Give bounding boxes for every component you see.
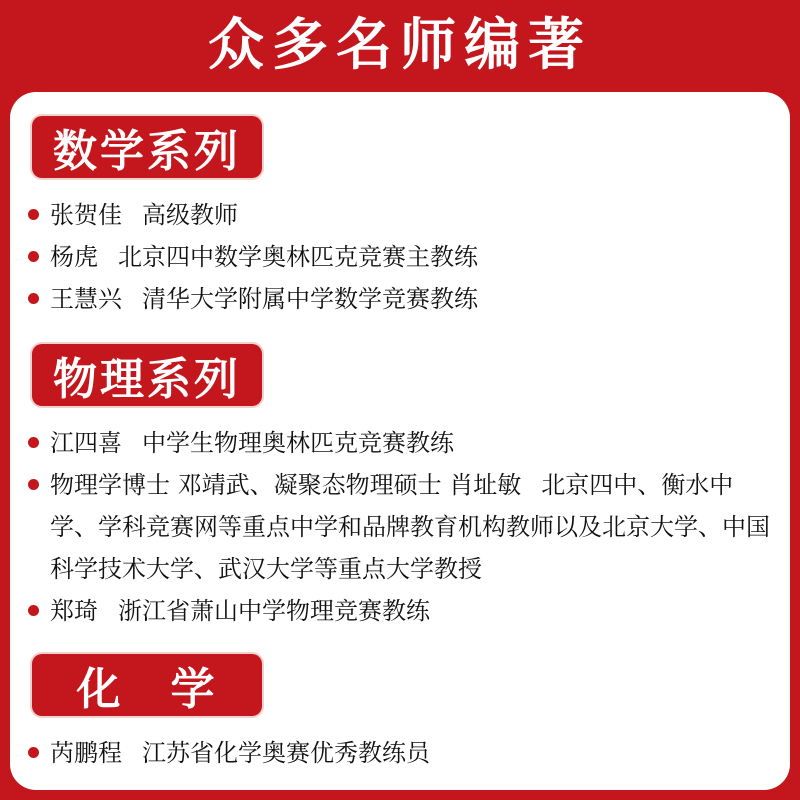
teacher-desc: 北京四中数学奥林匹克竞赛主教练 (118, 243, 478, 271)
teacher-name: 杨虎 (50, 243, 98, 271)
teacher-name: 物理学博士 邓靖武、凝聚态物理硕士 肖址敏 (50, 471, 522, 499)
content-card (10, 92, 790, 790)
list-item (28, 236, 772, 278)
teacher-desc: 中学生物理奥林匹克竞赛教练 (142, 429, 454, 457)
teacher-desc: 清华大学附属中学数学竞赛教练 (142, 285, 478, 313)
teacher-name: 郑琦 (50, 597, 98, 625)
teacher-name: 王慧兴 (50, 285, 122, 313)
section-tag-chemistry: 化 学 (32, 654, 262, 716)
chemistry-list (28, 732, 772, 774)
list-item (28, 464, 772, 590)
teacher-desc: 浙江省萧山中学物理竞赛教练 (118, 597, 430, 625)
header-banner (0, 0, 800, 92)
bullet-icon (28, 293, 39, 304)
bullet-icon (28, 437, 39, 448)
math-list (28, 194, 772, 320)
teacher-desc: 江苏省化学奥赛优秀教练员 (142, 739, 430, 767)
page-title: 众多名师编著 (208, 13, 592, 78)
bullet-icon (28, 479, 39, 490)
teacher-name: 芮鹏程 (50, 739, 122, 767)
teacher-desc: 北京四中、衡水中学、学科竞赛网等重点中学和品牌教育机构教师以及北京大学、中国科学技术大学、武汉大学等重点大学教授 (50, 471, 770, 583)
teacher-desc: 高级教师 (142, 201, 238, 229)
bullet-icon (28, 747, 39, 758)
bullet-icon (28, 605, 39, 616)
teacher-name: 江四喜 (50, 429, 122, 457)
bullet-icon (28, 209, 39, 220)
physics-list (28, 422, 772, 632)
list-item (28, 194, 772, 236)
list-item (28, 732, 772, 774)
section-tag-physics: 物理系列 (32, 344, 262, 406)
bullet-icon (28, 251, 39, 262)
list-item (28, 590, 772, 632)
list-item (28, 422, 772, 464)
section-tag-math: 数学系列 (32, 116, 262, 178)
teacher-name: 张贺佳 (50, 201, 122, 229)
list-item (28, 278, 772, 320)
